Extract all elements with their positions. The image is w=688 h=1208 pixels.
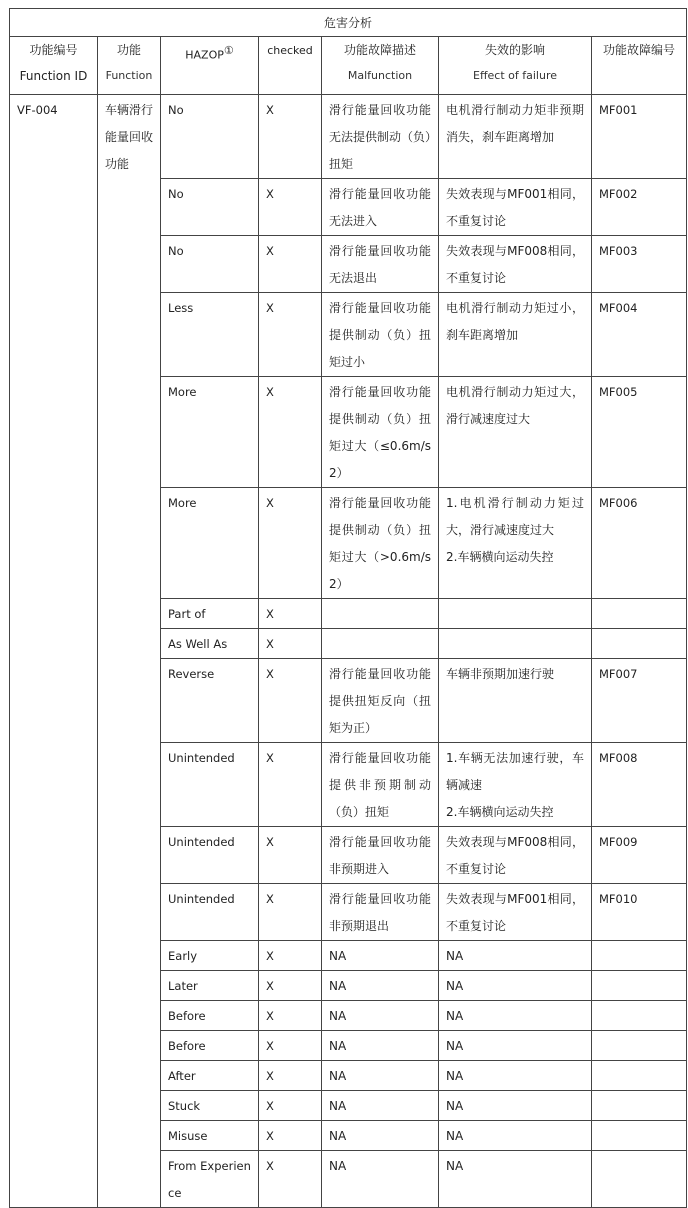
mf-id-cell: MF009 <box>592 827 687 884</box>
header-malfunction: 功能故障描述 Malfunction <box>322 37 439 95</box>
effect-cell: NA <box>439 971 592 1001</box>
effect-cell: 失效表现与MF008相同，不重复讨论 <box>439 827 592 884</box>
effect-cell: NA <box>439 1151 592 1208</box>
hazop-keyword-cell: More <box>161 377 259 488</box>
malfunction-cell <box>322 629 439 659</box>
effect-cell: NA <box>439 1001 592 1031</box>
hazop-keyword-cell: Unintended <box>161 743 259 827</box>
effect-cell: 电机滑行制动力矩过大，滑行减速度过大 <box>439 377 592 488</box>
effect-cell: 电机滑行制动力矩非预期消失，刹车距离增加 <box>439 95 592 179</box>
hazop-keyword-cell: From Experience <box>161 1151 259 1208</box>
hazard-analysis-table <box>9 8 687 1208</box>
malfunction-cell: NA <box>322 1061 439 1091</box>
hazop-footnote-marker: ① <box>223 44 234 57</box>
checked-cell: X <box>259 377 322 488</box>
mf-id-cell <box>592 629 687 659</box>
hazop-keyword-cell: After <box>161 1061 259 1091</box>
malfunction-cell: 滑行能量回收功能提供制动（负）扭矩过大（≤0.6m/s2） <box>322 377 439 488</box>
checked-cell: X <box>259 599 322 629</box>
effect-cell <box>439 629 592 659</box>
mf-id-cell <box>592 1031 687 1061</box>
malfunction-cell: 滑行能量回收功能非预期进入 <box>322 827 439 884</box>
mf-id-cell <box>592 1151 687 1208</box>
malfunction-cell: 滑行能量回收功能提供制动（负）扭矩过小 <box>322 293 439 377</box>
hazop-keyword-cell: Before <box>161 1031 259 1061</box>
mf-id-cell <box>592 1121 687 1151</box>
mf-id-cell <box>592 1001 687 1031</box>
hazop-keyword-cell: No <box>161 95 259 179</box>
effect-cell: NA <box>439 1091 592 1121</box>
hazop-keyword-cell: Reverse <box>161 659 259 743</box>
malfunction-cell: 滑行能量回收功能无法进入 <box>322 179 439 236</box>
mf-id-cell <box>592 599 687 629</box>
checked-cell: X <box>259 941 322 971</box>
mf-id-cell <box>592 971 687 1001</box>
mf-id-cell: MF005 <box>592 377 687 488</box>
malfunction-cell: 滑行能量回收功能非预期退出 <box>322 884 439 941</box>
checked-cell: X <box>259 1001 322 1031</box>
malfunction-cell: NA <box>322 1121 439 1151</box>
checked-cell: X <box>259 1061 322 1091</box>
mf-id-cell <box>592 1091 687 1121</box>
checked-cell: X <box>259 1091 322 1121</box>
mf-id-cell: MF008 <box>592 743 687 827</box>
effect-cell <box>439 599 592 629</box>
malfunction-cell: 滑行能量回收功能提供非预期制动（负）扭矩 <box>322 743 439 827</box>
malfunction-cell: 滑行能量回收功能无法退出 <box>322 236 439 293</box>
malfunction-cell: 滑行能量回收功能提供扭矩反向（扭矩为正） <box>322 659 439 743</box>
header-effect: 失效的影响 Effect of failure <box>439 37 592 95</box>
mf-id-cell: MF006 <box>592 488 687 599</box>
malfunction-cell: 滑行能量回收功能无法提供制动（负）扭矩 <box>322 95 439 179</box>
hazop-keyword-cell: Unintended <box>161 827 259 884</box>
checked-cell: X <box>259 1031 322 1061</box>
checked-cell: X <box>259 827 322 884</box>
malfunction-cell: NA <box>322 1151 439 1208</box>
effect-cell: NA <box>439 1121 592 1151</box>
hazop-keyword-cell: Part of <box>161 599 259 629</box>
malfunction-cell <box>322 599 439 629</box>
hazop-keyword-cell: Before <box>161 1001 259 1031</box>
function-id-cell: VF-004 <box>10 95 98 1208</box>
header-checked: checked <box>259 37 322 95</box>
effect-cell: 车辆非预期加速行驶 <box>439 659 592 743</box>
effect-cell: 电机滑行制动力矩过小，刹车距离增加 <box>439 293 592 377</box>
hazop-keyword-cell: Later <box>161 971 259 1001</box>
header-function: 功能 Function <box>98 37 161 95</box>
mf-id-cell: MF003 <box>592 236 687 293</box>
malfunction-cell: 滑行能量回收功能提供制动（负）扭矩过大（>0.6m/s2） <box>322 488 439 599</box>
checked-cell: X <box>259 884 322 941</box>
header-mf-id: 功能故障编号 <box>592 37 687 95</box>
checked-cell: X <box>259 236 322 293</box>
checked-cell: X <box>259 659 322 743</box>
effect-cell: 失效表现与MF001相同，不重复讨论 <box>439 884 592 941</box>
hazop-keyword-cell: No <box>161 179 259 236</box>
malfunction-cell: NA <box>322 1091 439 1121</box>
effect-cell: NA <box>439 1061 592 1091</box>
table-title: 危害分析 <box>10 9 687 37</box>
hazop-keyword-cell: Less <box>161 293 259 377</box>
header-function-id: 功能编号Function ID <box>10 37 98 95</box>
malfunction-cell: NA <box>322 1001 439 1031</box>
checked-cell: X <box>259 488 322 599</box>
checked-cell: X <box>259 1121 322 1151</box>
mf-id-cell <box>592 941 687 971</box>
checked-cell: X <box>259 179 322 236</box>
effect-cell: 失效表现与MF001相同，不重复讨论 <box>439 179 592 236</box>
function-name-cell: 车辆滑行能量回收功能 <box>98 95 161 1208</box>
effect-cell: 1.车辆无法加速行驶，车辆减速 2.车辆横向运动失控 <box>439 743 592 827</box>
effect-cell: 1.电机滑行制动力矩过大，滑行减速度过大 2.车辆横向运动失控 <box>439 488 592 599</box>
header-hazop: HAZOP① <box>161 37 259 95</box>
hazop-keyword-cell: As Well As <box>161 629 259 659</box>
malfunction-cell: NA <box>322 941 439 971</box>
hazop-keyword-cell: Stuck <box>161 1091 259 1121</box>
mf-id-cell: MF010 <box>592 884 687 941</box>
effect-cell: NA <box>439 941 592 971</box>
checked-cell: X <box>259 743 322 827</box>
hazop-keyword-cell: Unintended <box>161 884 259 941</box>
mf-id-cell: MF002 <box>592 179 687 236</box>
mf-id-cell: MF004 <box>592 293 687 377</box>
mf-id-cell <box>592 1061 687 1091</box>
hazop-keyword-cell: More <box>161 488 259 599</box>
malfunction-cell: NA <box>322 1031 439 1061</box>
checked-cell: X <box>259 95 322 179</box>
hazop-keyword-cell: Early <box>161 941 259 971</box>
table-row <box>10 95 687 179</box>
mf-id-cell: MF001 <box>592 95 687 179</box>
hazop-keyword-cell: No <box>161 236 259 293</box>
effect-cell: NA <box>439 1031 592 1061</box>
checked-cell: X <box>259 971 322 1001</box>
checked-cell: X <box>259 629 322 659</box>
effect-cell: 失效表现与MF008相同，不重复讨论 <box>439 236 592 293</box>
checked-cell: X <box>259 1151 322 1208</box>
hazop-keyword-cell: Misuse <box>161 1121 259 1151</box>
checked-cell: X <box>259 293 322 377</box>
mf-id-cell: MF007 <box>592 659 687 743</box>
malfunction-cell: NA <box>322 971 439 1001</box>
